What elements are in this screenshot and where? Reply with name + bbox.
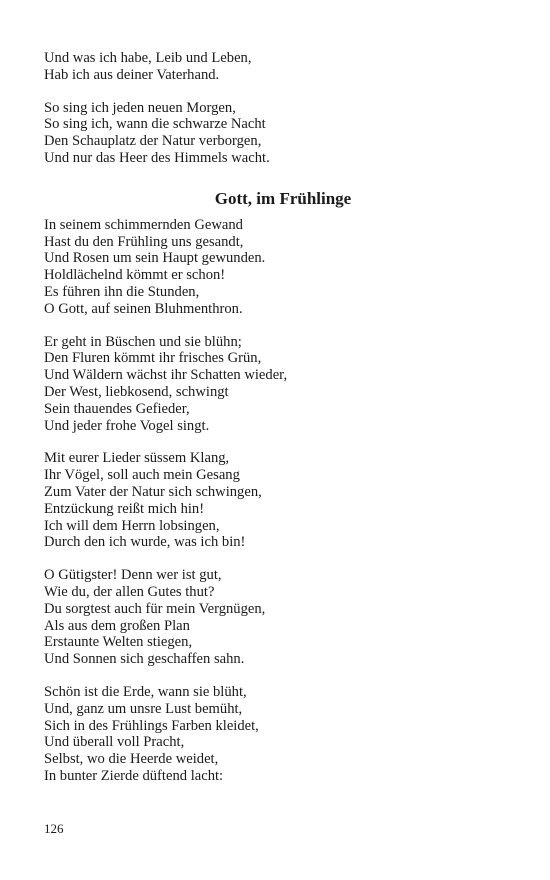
stanza-4 <box>44 567 514 668</box>
poem-title: Gott, im Frühlinge <box>214 188 352 208</box>
stanza-3 <box>44 450 514 551</box>
verse-line: Zum Vater der Natur sich schwingen, <box>44 483 262 500</box>
verse-line: Durch den ich wurde, was ich bin! <box>44 534 246 551</box>
verse-line: Und Wäldern wächst ihr Schatten wieder, <box>44 367 288 384</box>
verse-line: Und nur das Heer des Himmels wacht. <box>44 149 270 166</box>
verse-line: Entzückung reißt mich hin! <box>44 500 205 517</box>
verse-line: Ich will dem Herrn lobsingen, <box>44 517 220 534</box>
verse-line: Ihr Vögel, soll auch mein Gesang <box>44 467 240 484</box>
verse-line: Es führen ihn die Stunden, <box>44 283 200 300</box>
verse-line: Wie du, der allen Gutes thut? <box>44 583 215 600</box>
verse-line: O Gott, auf seinen Bluhmenthron. <box>44 300 243 317</box>
stanza-gap <box>44 434 514 450</box>
page-number: 126 <box>44 821 64 836</box>
verse-line: Als aus dem großen Plan <box>44 617 190 634</box>
verse-line: Und jeder frohe Vogel singt. <box>44 417 210 434</box>
stanza-gap <box>44 318 514 334</box>
verse-line: In bunter Zierde düftend lacht: <box>44 767 224 784</box>
verse-line: In seinem schimmernden Gewand <box>44 216 243 233</box>
verse-line: Und Sonnen sich geschaffen sahn. <box>44 651 245 668</box>
verse-line: Hab ich aus deiner Vaterhand. <box>44 66 220 83</box>
verse-line: Sein thauendes Gefieder, <box>44 400 190 417</box>
verse-line: Du sorgtest auch für mein Vergnügen, <box>44 600 266 617</box>
verse-line: Den Fluren kömmt ihr frisches Grün, <box>44 350 262 367</box>
verse-line: Und, ganz um unsre Lust bemüht, <box>44 700 243 717</box>
stanza-prev-1 <box>44 50 514 84</box>
verse-line: Und Rosen um sein Haupt gewunden. <box>44 250 266 267</box>
verse-line: So sing ich jeden neuen Morgen, <box>44 99 236 116</box>
stanza-gap <box>44 668 514 684</box>
verse-line: O Gütigster! Denn wer ist gut, <box>44 567 222 584</box>
verse-line: Er geht in Büschen und sie blühn; <box>44 333 242 350</box>
verse-line: Mit eurer Lieder süssem Klang, <box>44 450 230 467</box>
stanza-gap <box>44 84 514 100</box>
stanza-prev-2 <box>44 100 514 167</box>
verse-line: So sing ich, wann die schwarze Nacht <box>44 116 266 133</box>
verse-line: Und was ich habe, Leib und Leben, <box>44 50 252 66</box>
verse-line: Erstaunte Welten stiegen, <box>44 634 193 651</box>
stanza-gap <box>44 551 514 567</box>
verse-line: Selbst, wo die Heerde weidet, <box>44 751 219 768</box>
verse-line: Hast du den Frühling uns gesandt, <box>44 233 244 250</box>
stanza-1 <box>44 217 514 318</box>
verse-line: Holdlächelnd kömmt er schon! <box>44 267 226 284</box>
verse-line: Sich in des Frühlings Farben kleidet, <box>44 717 259 734</box>
verse-line: Schön ist die Erde, wann sie blüht, <box>44 683 247 700</box>
stanza-2 <box>44 334 514 435</box>
poem-text <box>44 50 514 785</box>
verse-line: Der West, liebkosend, schwingt <box>44 383 229 400</box>
stanza-5 <box>44 684 514 785</box>
verse-line: Den Schauplatz der Natur verborgen, <box>44 133 262 150</box>
verse-line: Und überall voll Pracht, <box>44 734 185 751</box>
